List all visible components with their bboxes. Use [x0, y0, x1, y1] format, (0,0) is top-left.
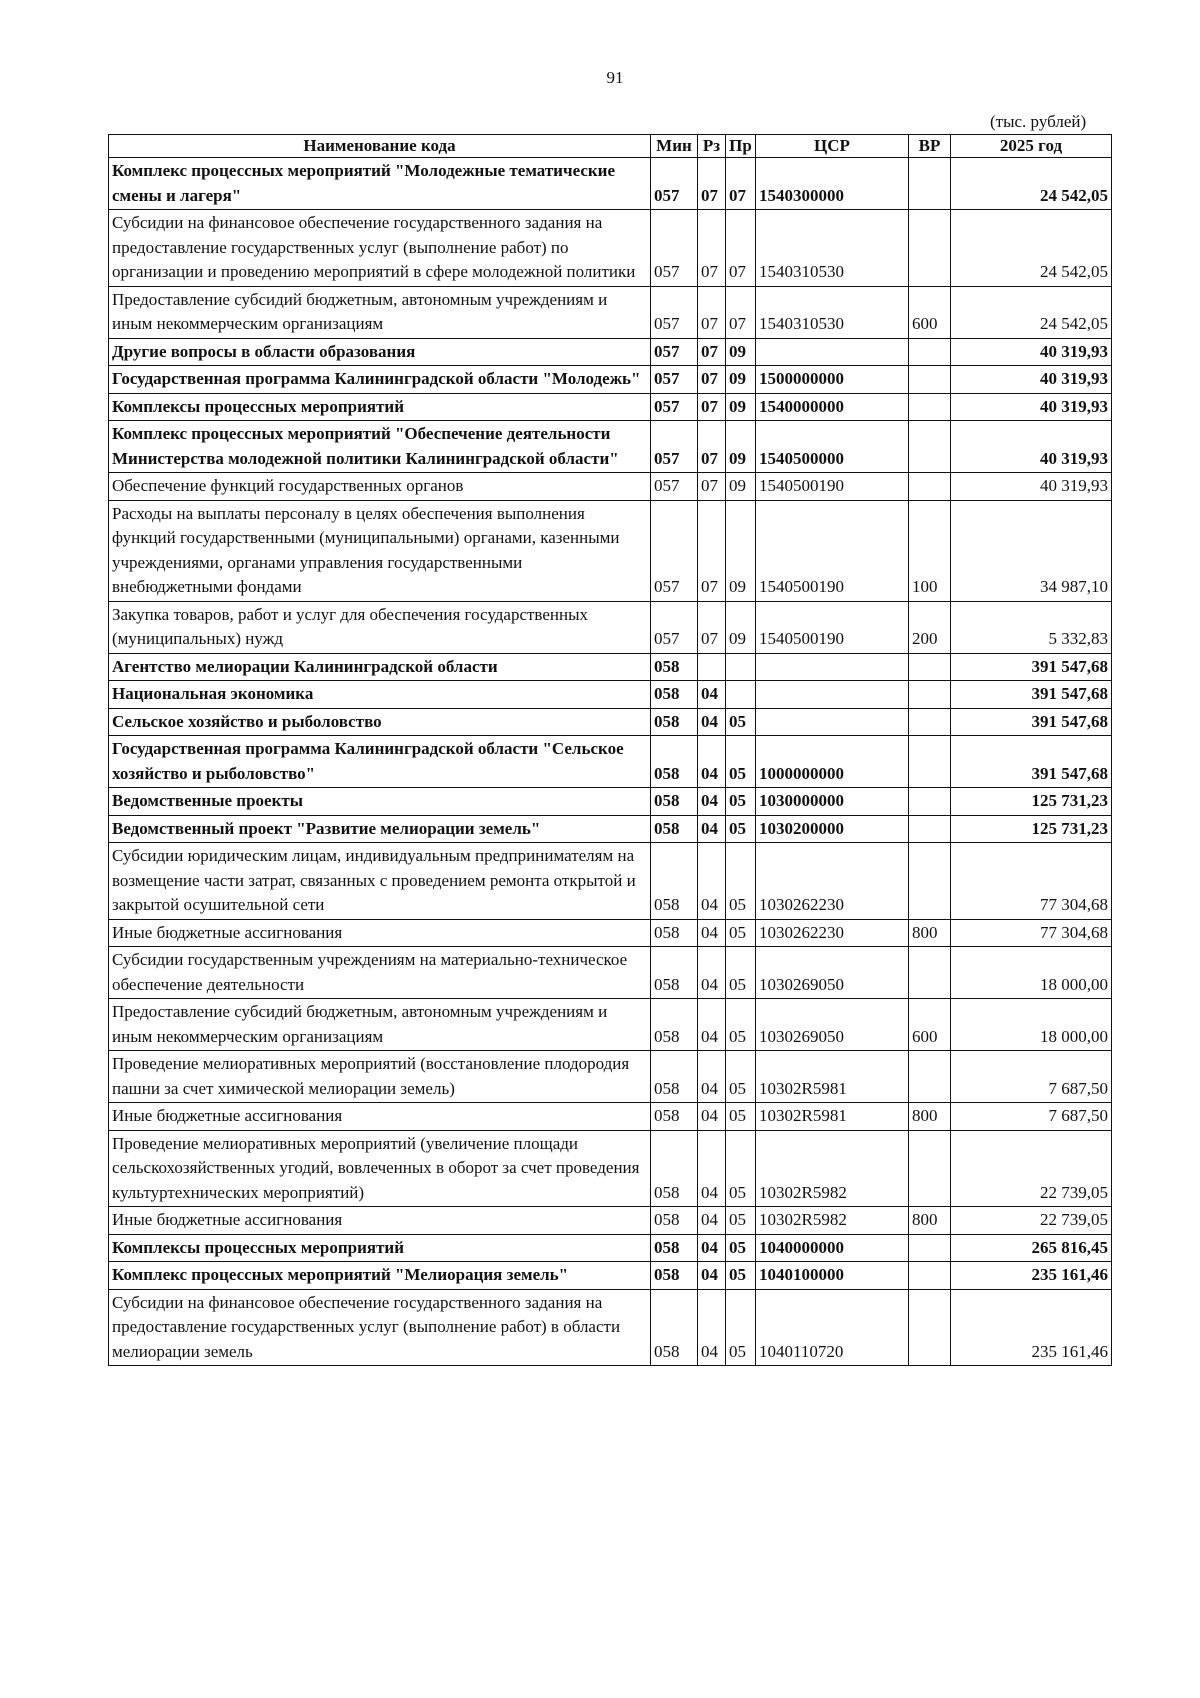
row-pr: [726, 681, 756, 709]
row-amount: 235 161,46: [951, 1262, 1112, 1290]
row-name: Проведение мелиоративных мероприятий (увеличение площади сельскохозяйственных угодий, вовлеченных в оборот за счет проведения культуртехнических мероприятий): [109, 1130, 651, 1207]
row-csr: 1540300000: [756, 158, 909, 210]
table-row: [109, 919, 1112, 947]
row-pr: 05: [726, 788, 756, 816]
row-name: Сельское хозяйство и рыболовство: [109, 708, 651, 736]
row-csr: [756, 653, 909, 681]
row-name: Ведомственные проекты: [109, 788, 651, 816]
row-rz: 07: [698, 366, 726, 394]
row-pr: 05: [726, 919, 756, 947]
row-vr: 800: [909, 1207, 951, 1235]
row-amount: 235 161,46: [951, 1289, 1112, 1366]
row-csr: 1540000000: [756, 393, 909, 421]
row-vr: [909, 1130, 951, 1207]
row-csr: 1040100000: [756, 1262, 909, 1290]
row-min: 057: [651, 366, 698, 394]
row-name: Предоставление субсидий бюджетным, автономным учреждениям и иным некоммерческим организациям: [109, 999, 651, 1051]
row-min: 058: [651, 1289, 698, 1366]
row-pr: 09: [726, 338, 756, 366]
row-rz: 04: [698, 681, 726, 709]
row-amount: 7 687,50: [951, 1103, 1112, 1131]
row-vr: [909, 158, 951, 210]
row-csr: 1030262230: [756, 919, 909, 947]
row-name: Комплекс процессных мероприятий "Мелиорация земель": [109, 1262, 651, 1290]
row-pr: 07: [726, 286, 756, 338]
row-rz: 07: [698, 210, 726, 287]
row-name: Предоставление субсидий бюджетным, автономным учреждениям и иным некоммерческим организациям: [109, 286, 651, 338]
table-row: [109, 788, 1112, 816]
row-pr: 09: [726, 601, 756, 653]
row-rz: 07: [698, 473, 726, 501]
row-csr: 1030000000: [756, 788, 909, 816]
row-rz: 04: [698, 788, 726, 816]
row-name: Другие вопросы в области образования: [109, 338, 651, 366]
table-row: [109, 1234, 1112, 1262]
row-pr: 05: [726, 1262, 756, 1290]
row-amount: 391 547,68: [951, 681, 1112, 709]
row-csr: 1540500190: [756, 500, 909, 601]
row-min: 057: [651, 158, 698, 210]
row-pr: 05: [726, 1130, 756, 1207]
row-amount: 22 739,05: [951, 1207, 1112, 1235]
row-csr: 1540310530: [756, 210, 909, 287]
row-name: Иные бюджетные ассигнования: [109, 1103, 651, 1131]
table-row: [109, 681, 1112, 709]
row-min: 058: [651, 1103, 698, 1131]
table-body: [109, 158, 1112, 1366]
table-row: [109, 815, 1112, 843]
row-name: Субсидии на финансовое обеспечение государственного задания на предоставление государственных услуг (выполнение работ) по организации и проведению мероприятий в сфере молодежной политики: [109, 210, 651, 287]
row-csr: 1500000000: [756, 366, 909, 394]
row-name: Комплекс процессных мероприятий "Молодежные тематические смены и лагеря": [109, 158, 651, 210]
row-rz: 04: [698, 1262, 726, 1290]
row-amount: 24 542,05: [951, 210, 1112, 287]
row-vr: [909, 393, 951, 421]
table-row: [109, 1207, 1112, 1235]
table-row: [109, 366, 1112, 394]
row-min: 058: [651, 999, 698, 1051]
header-vr: ВР: [909, 135, 951, 158]
row-vr: 800: [909, 1103, 951, 1131]
row-pr: 05: [726, 1051, 756, 1103]
row-rz: 04: [698, 843, 726, 920]
table-row: [109, 1051, 1112, 1103]
row-min: 057: [651, 210, 698, 287]
row-rz: 04: [698, 1289, 726, 1366]
row-pr: 09: [726, 473, 756, 501]
row-pr: 05: [726, 1103, 756, 1131]
header-name: Наименование кода: [109, 135, 651, 158]
row-amount: 265 816,45: [951, 1234, 1112, 1262]
row-vr: 200: [909, 601, 951, 653]
table-row: [109, 1130, 1112, 1207]
row-name: Субсидии юридическим лицам, индивидуальным предпринимателям на возмещение части затрат, связанных с проведением ремонта открытой и закрытой осушительной сети: [109, 843, 651, 920]
row-vr: 600: [909, 999, 951, 1051]
row-rz: 07: [698, 338, 726, 366]
row-pr: 05: [726, 815, 756, 843]
row-pr: 05: [726, 708, 756, 736]
row-pr: 09: [726, 421, 756, 473]
table-row: [109, 843, 1112, 920]
row-vr: [909, 1262, 951, 1290]
row-rz: 04: [698, 815, 726, 843]
row-name: Комплексы процессных мероприятий: [109, 393, 651, 421]
row-amount: 391 547,68: [951, 653, 1112, 681]
row-vr: [909, 1051, 951, 1103]
row-rz: 04: [698, 999, 726, 1051]
row-csr: 1030269050: [756, 999, 909, 1051]
row-pr: 05: [726, 947, 756, 999]
page-number: 91: [606, 68, 624, 87]
row-amount: 125 731,23: [951, 788, 1112, 816]
row-vr: 800: [909, 919, 951, 947]
row-pr: 09: [726, 393, 756, 421]
table-row: [109, 338, 1112, 366]
row-pr: 09: [726, 366, 756, 394]
row-amount: 77 304,68: [951, 843, 1112, 920]
header-min: Мин: [651, 135, 698, 158]
row-csr: 1540500190: [756, 601, 909, 653]
row-csr: 10302R5981: [756, 1103, 909, 1131]
row-amount: 22 739,05: [951, 1130, 1112, 1207]
table-row: [109, 653, 1112, 681]
row-pr: 05: [726, 843, 756, 920]
row-vr: 100: [909, 500, 951, 601]
row-min: 058: [651, 843, 698, 920]
row-min: 057: [651, 286, 698, 338]
header-rz: Рз: [698, 135, 726, 158]
row-pr: 05: [726, 1207, 756, 1235]
row-name: Комплексы процессных мероприятий: [109, 1234, 651, 1262]
row-min: 057: [651, 473, 698, 501]
row-name: Субсидии государственным учреждениям на материально-техническое обеспечение деятельности: [109, 947, 651, 999]
row-amount: 40 319,93: [951, 421, 1112, 473]
row-vr: 600: [909, 286, 951, 338]
row-csr: 1030200000: [756, 815, 909, 843]
row-amount: 18 000,00: [951, 999, 1112, 1051]
row-amount: 40 319,93: [951, 473, 1112, 501]
row-name: Государственная программа Калининградской области "Молодежь": [109, 366, 651, 394]
table-row: [109, 421, 1112, 473]
row-vr: [909, 947, 951, 999]
row-amount: 34 987,10: [951, 500, 1112, 601]
row-rz: 07: [698, 393, 726, 421]
row-vr: [909, 815, 951, 843]
row-vr: [909, 1234, 951, 1262]
row-rz: 07: [698, 421, 726, 473]
row-name: Проведение мелиоративных мероприятий (восстановление плодородия пашни за счет химической мелиорации земель): [109, 1051, 651, 1103]
row-amount: 24 542,05: [951, 286, 1112, 338]
row-rz: 07: [698, 286, 726, 338]
row-csr: 10302R5982: [756, 1207, 909, 1235]
row-rz: 04: [698, 1207, 726, 1235]
row-amount: 77 304,68: [951, 919, 1112, 947]
row-csr: 1540310530: [756, 286, 909, 338]
row-rz: 04: [698, 947, 726, 999]
row-pr: 05: [726, 1289, 756, 1366]
row-min: 058: [651, 1207, 698, 1235]
row-rz: [698, 653, 726, 681]
row-amount: 5 332,83: [951, 601, 1112, 653]
row-pr: 05: [726, 1234, 756, 1262]
row-amount: 40 319,93: [951, 338, 1112, 366]
row-csr: [756, 338, 909, 366]
row-name: Субсидии на финансовое обеспечение государственного задания на предоставление государственных услуг (выполнение работ) в области мелиорации земель: [109, 1289, 651, 1366]
row-csr: 1540500000: [756, 421, 909, 473]
table-row: [109, 500, 1112, 601]
table-row: [109, 736, 1112, 788]
row-min: 058: [651, 947, 698, 999]
row-rz: 04: [698, 1130, 726, 1207]
row-min: 058: [651, 1234, 698, 1262]
row-amount: 391 547,68: [951, 736, 1112, 788]
table-row: [109, 1103, 1112, 1131]
row-rz: 07: [698, 500, 726, 601]
row-vr: [909, 708, 951, 736]
row-min: 058: [651, 681, 698, 709]
header-pr: Пр: [726, 135, 756, 158]
row-rz: 04: [698, 736, 726, 788]
row-pr: 05: [726, 999, 756, 1051]
budget-table: [108, 134, 1112, 1366]
table-row: [109, 158, 1112, 210]
row-min: 057: [651, 601, 698, 653]
row-vr: [909, 473, 951, 501]
row-rz: 07: [698, 158, 726, 210]
row-name: Агентство мелиорации Калининградской области: [109, 653, 651, 681]
row-vr: [909, 788, 951, 816]
table-row: [109, 210, 1112, 287]
row-vr: [909, 421, 951, 473]
row-min: 058: [651, 919, 698, 947]
row-vr: [909, 736, 951, 788]
row-vr: [909, 843, 951, 920]
row-min: 058: [651, 815, 698, 843]
row-csr: [756, 708, 909, 736]
row-rz: 04: [698, 708, 726, 736]
table-row: [109, 601, 1112, 653]
row-csr: [756, 681, 909, 709]
row-vr: [909, 338, 951, 366]
row-csr: 1040000000: [756, 1234, 909, 1262]
units-note: (тыс. рублей): [990, 112, 1087, 131]
row-min: 058: [651, 1051, 698, 1103]
row-min: 058: [651, 1130, 698, 1207]
row-vr: [909, 653, 951, 681]
row-name: Государственная программа Калининградской области "Сельское хозяйство и рыболовство": [109, 736, 651, 788]
table-row: [109, 1289, 1112, 1366]
row-name: Иные бюджетные ассигнования: [109, 1207, 651, 1235]
row-min: 058: [651, 653, 698, 681]
table-row: [109, 708, 1112, 736]
row-rz: 07: [698, 601, 726, 653]
table-row: [109, 286, 1112, 338]
table-row: [109, 393, 1112, 421]
row-pr: 05: [726, 736, 756, 788]
row-rz: 04: [698, 1051, 726, 1103]
row-min: 058: [651, 1262, 698, 1290]
row-name: Национальная экономика: [109, 681, 651, 709]
row-csr: 1030262230: [756, 843, 909, 920]
row-min: 058: [651, 788, 698, 816]
row-vr: [909, 681, 951, 709]
row-name: Иные бюджетные ассигнования: [109, 919, 651, 947]
row-pr: [726, 653, 756, 681]
table-row: [109, 999, 1112, 1051]
row-amount: 125 731,23: [951, 815, 1112, 843]
row-amount: 40 319,93: [951, 393, 1112, 421]
row-rz: 04: [698, 1234, 726, 1262]
row-pr: 07: [726, 210, 756, 287]
table-row: [109, 947, 1112, 999]
row-name: Расходы на выплаты персоналу в целях обеспечения выполнения функций государственными (муниципальными) органами, казенными учреждениями, органами управления государственными внебюджетными фондами: [109, 500, 651, 601]
row-amount: 18 000,00: [951, 947, 1112, 999]
row-rz: 04: [698, 919, 726, 947]
row-vr: [909, 1289, 951, 1366]
header-row: [109, 135, 1112, 158]
row-vr: [909, 210, 951, 287]
row-min: 058: [651, 736, 698, 788]
row-min: 057: [651, 393, 698, 421]
row-amount: 24 542,05: [951, 158, 1112, 210]
row-amount: 391 547,68: [951, 708, 1112, 736]
row-csr: 1000000000: [756, 736, 909, 788]
row-csr: 10302R5982: [756, 1130, 909, 1207]
table-row: [109, 473, 1112, 501]
row-amount: 40 319,93: [951, 366, 1112, 394]
row-csr: 1040110720: [756, 1289, 909, 1366]
row-csr: 1540500190: [756, 473, 909, 501]
row-rz: 04: [698, 1103, 726, 1131]
row-vr: [909, 366, 951, 394]
row-csr: 1030269050: [756, 947, 909, 999]
row-name: Ведомственный проект "Развитие мелиорации земель": [109, 815, 651, 843]
row-csr: 10302R5981: [756, 1051, 909, 1103]
row-min: 057: [651, 500, 698, 601]
row-min: 057: [651, 421, 698, 473]
header-csr: ЦСР: [756, 135, 909, 158]
row-name: Обеспечение функций государственных органов: [109, 473, 651, 501]
row-pr: 07: [726, 158, 756, 210]
row-min: 058: [651, 708, 698, 736]
header-amount: 2025 год: [951, 135, 1112, 158]
row-name: Комплекс процессных мероприятий "Обеспечение деятельности Министерства молодежной политики Калининградской области": [109, 421, 651, 473]
row-min: 057: [651, 338, 698, 366]
table-row: [109, 1262, 1112, 1290]
row-name: Закупка товаров, работ и услуг для обеспечения государственных (муниципальных) нужд: [109, 601, 651, 653]
row-pr: 09: [726, 500, 756, 601]
row-amount: 7 687,50: [951, 1051, 1112, 1103]
